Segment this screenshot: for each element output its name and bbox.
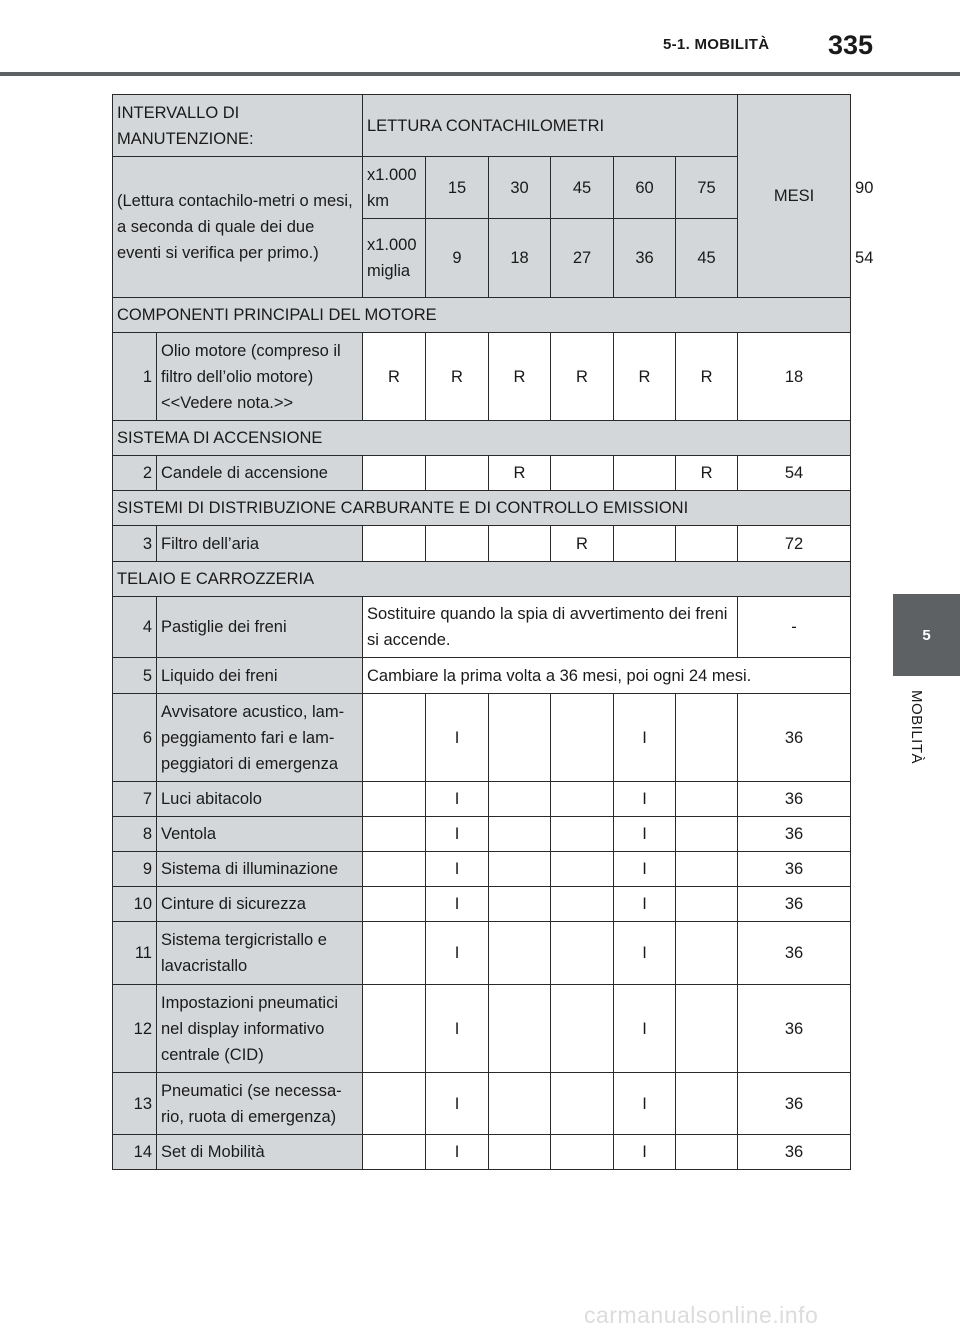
row-cell: I: [614, 782, 676, 817]
row-cell: R: [676, 333, 738, 421]
row-cell: [489, 817, 551, 852]
row-cell: I: [426, 1135, 489, 1170]
row-cell: [426, 456, 489, 491]
row-cell: [551, 852, 614, 887]
row-cell: I: [614, 985, 676, 1073]
row-months: 18: [738, 333, 851, 421]
row-cell: [363, 985, 426, 1073]
row-cell: [489, 985, 551, 1073]
months-header: MESI: [738, 95, 851, 298]
row-cell: [676, 694, 738, 782]
row-cell: I: [426, 852, 489, 887]
row-cell: R: [426, 333, 489, 421]
row-months: 36: [738, 887, 851, 922]
row-cell: [676, 782, 738, 817]
row-cell: I: [614, 1073, 676, 1135]
header-divider: [0, 72, 960, 76]
row-cell: [551, 922, 614, 985]
row-cell: [489, 1073, 551, 1135]
section-ignition: SISTEMA DI ACCENSIONE: [113, 421, 851, 456]
row-cell: [363, 887, 426, 922]
row-cell: [363, 852, 426, 887]
row-cell: I: [614, 852, 676, 887]
section-row: [113, 562, 851, 597]
row-cell: [489, 782, 551, 817]
miles-value: 9: [426, 219, 489, 298]
row-cell: R: [676, 456, 738, 491]
km-unit: x1.000 km: [363, 157, 426, 219]
row-cell: [489, 852, 551, 887]
row-number: 6: [113, 694, 157, 782]
row-months: 36: [738, 782, 851, 817]
row-cell: [489, 526, 551, 562]
row-cell: [676, 817, 738, 852]
row-cell: R: [489, 333, 551, 421]
row-note: Cambiare la prima volta a 36 mesi, poi ogni 24 mesi.: [363, 658, 851, 694]
row-note: Sostituire quando la spia di avvertimento dei freni si accende.: [363, 597, 738, 658]
section-row: [113, 298, 851, 333]
row-cell: [676, 1135, 738, 1170]
row-months: 36: [738, 852, 851, 887]
row-item: Luci abitacolo: [157, 782, 363, 817]
row-number: 5: [113, 658, 157, 694]
row-number: 1: [113, 333, 157, 421]
miles-unit: x1.000 miglia: [363, 219, 426, 298]
section-engine: COMPONENTI PRINCIPALI DEL MOTORE: [113, 298, 851, 333]
row-cell: R: [551, 333, 614, 421]
section-title: 5-1. MOBILITÀ: [663, 36, 770, 53]
row-item: Sistema tergicristallo e lavacristallo: [157, 922, 363, 985]
section-fuel: SISTEMI DI DISTRIBUZIONE CARBURANTE E DI CONTROLLO EMISSIONI: [113, 491, 851, 526]
row-cell: [614, 526, 676, 562]
chapter-tab-number: 5: [922, 626, 931, 644]
row-cell: [676, 1073, 738, 1135]
row-months: -: [738, 597, 851, 658]
row-months: 36: [738, 817, 851, 852]
row-months: 36: [738, 1135, 851, 1170]
row-cell: [614, 456, 676, 491]
row-months: 36: [738, 1073, 851, 1135]
table-row: [113, 658, 851, 694]
row-cell: [676, 852, 738, 887]
chapter-tab-label: MOBILITÀ: [908, 690, 925, 765]
km-row: (Lettura contachilo-metri o mesi, a seconda di quale dei due eventi si verifica per primo.) x1.000 km 15 30 45 60 75 90: [113, 157, 851, 219]
km-value: 45: [551, 157, 614, 219]
row-cell: [489, 922, 551, 985]
row-cell: I: [426, 985, 489, 1073]
row-cell: [489, 1135, 551, 1170]
row-number: 2: [113, 456, 157, 491]
page-number: 335: [828, 30, 874, 60]
section-chassis: TELAIO E CARROZZERIA: [113, 562, 851, 597]
row-cell: [551, 887, 614, 922]
table-row: [113, 597, 851, 658]
miles-value: 18: [489, 219, 551, 298]
row-number: 11: [113, 922, 157, 985]
row-cell: [363, 526, 426, 562]
table-row: [113, 782, 851, 817]
row-cell: R: [614, 333, 676, 421]
row-item: Sistema di illuminazione: [157, 852, 363, 887]
miles-value: 45: [676, 219, 738, 298]
row-cell: [676, 887, 738, 922]
table-row: [113, 526, 851, 562]
table-row: [113, 1135, 851, 1170]
row-number: 3: [113, 526, 157, 562]
row-item: Avvisatore acustico, lam-peggiamento fari e lam-peggiatori di emergenza: [157, 694, 363, 782]
row-cell: I: [614, 887, 676, 922]
row-cell: R: [363, 333, 426, 421]
table-row: [113, 333, 851, 421]
km-value: 30: [489, 157, 551, 219]
row-number: 9: [113, 852, 157, 887]
row-cell: [551, 694, 614, 782]
row-cell: [676, 922, 738, 985]
odometer-header: LETTURA CONTACHILOMETRI: [363, 95, 738, 157]
row-item: Olio motore (compreso il filtro dell’olio motore) <<Vedere nota.>>: [157, 333, 363, 421]
maintenance-table: [112, 94, 874, 1170]
row-number: 7: [113, 782, 157, 817]
table-row: [113, 1073, 851, 1135]
row-cell: I: [426, 887, 489, 922]
row-cell: I: [426, 694, 489, 782]
chapter-tab[interactable]: [893, 594, 960, 676]
row-cell: [551, 1073, 614, 1135]
row-cell: R: [551, 526, 614, 562]
row-cell: [676, 985, 738, 1073]
row-item: Pneumatici (se necessa-rio, ruota di emergenza): [157, 1073, 363, 1135]
row-item: Cinture di sicurezza: [157, 887, 363, 922]
row-item: Impostazioni pneumatici nel display informativo centrale (CID): [157, 985, 363, 1073]
row-months: 36: [738, 694, 851, 782]
km-value: 15: [426, 157, 489, 219]
row-cell: R: [489, 456, 551, 491]
section-row: [113, 491, 851, 526]
row-cell: [551, 817, 614, 852]
row-number: 13: [113, 1073, 157, 1135]
table-row: [113, 852, 851, 887]
row-cell: [363, 782, 426, 817]
row-item: Filtro dell’aria: [157, 526, 363, 562]
row-cell: [363, 817, 426, 852]
table-row: [113, 694, 851, 782]
row-item: Set di Mobilità: [157, 1135, 363, 1170]
row-cell: [551, 1135, 614, 1170]
row-cell: [551, 782, 614, 817]
interval-note: (Lettura contachilo-metri o mesi, a seconda di quale dei due eventi si verifica per primo.): [113, 157, 363, 298]
row-cell: I: [614, 922, 676, 985]
row-cell: I: [426, 1073, 489, 1135]
row-item: Pastiglie dei freni: [157, 597, 363, 658]
row-cell: [363, 456, 426, 491]
table-row: [113, 985, 851, 1073]
row-cell: [426, 526, 489, 562]
row-number: 8: [113, 817, 157, 852]
miles-value: 36: [614, 219, 676, 298]
watermark: carmanualsonline.info: [584, 1302, 819, 1328]
miles-value: 27: [551, 219, 614, 298]
row-item: Liquido dei freni: [157, 658, 363, 694]
row-cell: [551, 456, 614, 491]
km-value: 60: [614, 157, 676, 219]
row-cell: I: [426, 817, 489, 852]
row-number: 14: [113, 1135, 157, 1170]
miles-row: x1.000 miglia 9 18 27 36 45 54: [113, 219, 851, 298]
row-cell: [489, 694, 551, 782]
header-row: [113, 95, 851, 157]
row-cell: [363, 694, 426, 782]
row-number: 4: [113, 597, 157, 658]
table-row: [113, 456, 851, 491]
row-cell: I: [426, 922, 489, 985]
row-cell: [363, 1073, 426, 1135]
row-cell: I: [614, 1135, 676, 1170]
row-months: 36: [738, 985, 851, 1073]
row-cell: I: [426, 782, 489, 817]
row-cell: [551, 985, 614, 1073]
row-item: Candele di accensione: [157, 456, 363, 491]
row-cell: [489, 887, 551, 922]
section-row: [113, 421, 851, 456]
row-number: 10: [113, 887, 157, 922]
row-cell: [676, 526, 738, 562]
row-cell: [363, 1135, 426, 1170]
row-cell: I: [614, 694, 676, 782]
row-number: 12: [113, 985, 157, 1073]
row-cell: I: [614, 817, 676, 852]
interval-header: INTERVALLO DI MANUTENZIONE:: [113, 95, 363, 157]
table-row: [113, 922, 851, 985]
table-row: [113, 817, 851, 852]
row-months: 72: [738, 526, 851, 562]
row-months: 36: [738, 922, 851, 985]
row-cell: [363, 922, 426, 985]
table-row: [113, 887, 851, 922]
row-months: 54: [738, 456, 851, 491]
km-value: 75: [676, 157, 738, 219]
row-item: Ventola: [157, 817, 363, 852]
